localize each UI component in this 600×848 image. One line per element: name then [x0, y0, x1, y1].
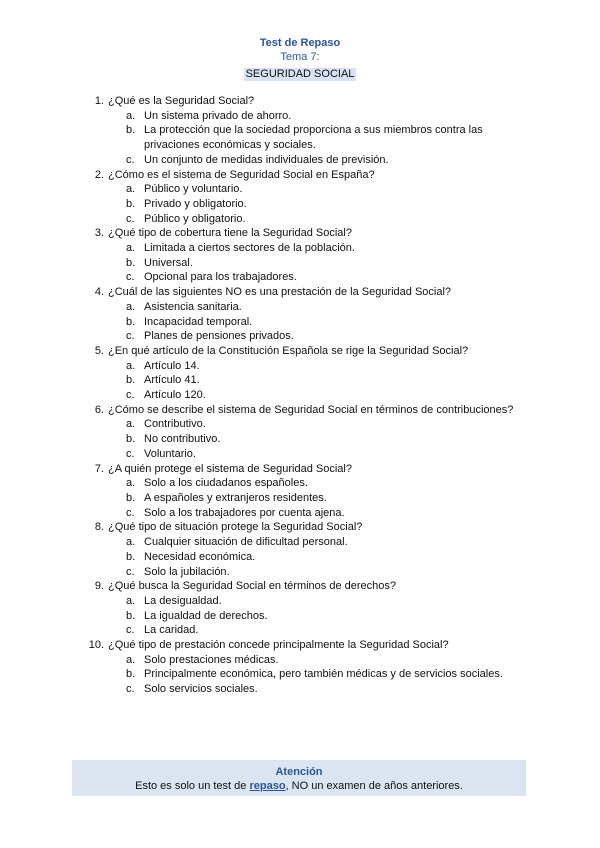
option-letter: c.	[126, 447, 135, 460]
option-c	[90, 270, 530, 285]
option-a	[90, 594, 530, 609]
question-text: ¿En qué artículo de la Constitución Española se rige la Seguridad Social?	[108, 344, 469, 357]
question-text: ¿Qué tipo de situación protege la Seguridad Social?	[108, 521, 363, 534]
question-number: 10.	[88, 639, 104, 652]
option-a	[90, 359, 530, 374]
question-text: ¿Qué tipo de prestación concede principalmente la Seguridad Social?	[108, 639, 449, 652]
question-2	[90, 168, 530, 183]
option-letter: a.	[126, 418, 136, 431]
notice-title: Atención	[275, 766, 323, 778]
question-3	[90, 226, 530, 241]
option-list	[90, 182, 530, 226]
repaso-link[interactable]: repaso	[249, 780, 286, 792]
option-text: Limitada a ciertos sectores de la población.	[144, 242, 355, 255]
option-text: No contributivo.	[144, 433, 221, 446]
option-letter: c.	[126, 683, 135, 696]
option-c	[90, 565, 530, 580]
option-letter: c.	[126, 153, 135, 166]
question-text: ¿Qué busca la Seguridad Social en términos de derechos?	[108, 580, 397, 593]
option-text: A españoles y extranjeros residentes.	[144, 491, 327, 504]
option-letter: b.	[126, 433, 136, 446]
option-letter: a.	[126, 653, 136, 666]
option-text: Solo a los ciudadanos españoles.	[144, 477, 308, 490]
option-letter: b.	[126, 374, 136, 387]
option-b	[90, 373, 530, 388]
option-c	[90, 623, 530, 638]
question-7	[90, 462, 530, 477]
option-text: Necesidad económica.	[144, 550, 256, 563]
option-list	[90, 417, 530, 461]
option-a	[90, 653, 530, 668]
option-text: Solo prestaciones médicas.	[144, 653, 279, 666]
option-list	[90, 109, 530, 168]
notice-text	[72, 779, 526, 793]
option-text: Público y voluntario.	[144, 183, 243, 196]
option-b	[90, 491, 530, 506]
option-c	[90, 212, 530, 227]
option-list	[90, 653, 530, 697]
option-letter: b.	[126, 550, 136, 563]
option-b	[90, 667, 530, 682]
notice-text-before: Esto es solo un test de	[135, 780, 250, 792]
question-4	[90, 285, 530, 300]
option-a	[90, 241, 530, 256]
option-text: Solo la jubilación.	[144, 565, 230, 578]
option-b	[90, 123, 530, 152]
question-9	[90, 579, 530, 594]
option-c	[90, 682, 530, 697]
option-list	[90, 594, 530, 638]
option-letter: a.	[126, 242, 136, 255]
option-a	[90, 182, 530, 197]
option-letter: c.	[126, 330, 135, 343]
option-b	[90, 197, 530, 212]
option-letter: a.	[126, 477, 136, 490]
option-b	[90, 315, 530, 330]
notice-text-after: , NO un examen de años anteriores.	[285, 780, 463, 792]
option-text: Solo servicios sociales.	[144, 683, 258, 696]
topic-subject: SEGURIDAD SOCIAL	[245, 68, 355, 80]
option-letter: a.	[126, 536, 136, 549]
option-letter: a.	[126, 183, 136, 196]
option-letter: a.	[126, 109, 136, 122]
question-number: 5.	[94, 344, 104, 357]
document-title: Test de Repaso	[259, 37, 341, 49]
question-number: 7.	[94, 462, 104, 475]
option-text: La caridad.	[144, 624, 199, 637]
option-b	[90, 256, 530, 271]
option-text: Voluntario.	[144, 447, 196, 460]
option-text: Cualquier situación de dificultad personal.	[144, 536, 348, 549]
option-a	[90, 417, 530, 432]
question-5	[90, 344, 530, 359]
question-number: 9.	[94, 580, 104, 593]
option-letter: c.	[126, 212, 135, 225]
option-text: Incapacidad temporal.	[144, 315, 253, 328]
option-text: La igualdad de derechos.	[144, 609, 268, 622]
option-list	[90, 300, 530, 344]
attention-notice	[72, 760, 526, 796]
option-text: Asistencia sanitaria.	[144, 300, 242, 313]
option-list	[90, 476, 530, 520]
option-text: Un conjunto de medidas individuales de previsión.	[144, 153, 389, 166]
option-c	[90, 447, 530, 462]
document-header	[0, 36, 600, 82]
question-text: ¿A quién protege el sistema de Seguridad Social?	[108, 462, 352, 475]
option-text: Solo a los trabajadores por cuenta ajena.	[144, 506, 345, 519]
question-1	[90, 94, 530, 109]
option-letter: c.	[126, 271, 135, 284]
question-8	[90, 520, 530, 535]
question-text: ¿Cómo es el sistema de Seguridad Social en España?	[108, 168, 375, 181]
option-letter: c.	[126, 565, 135, 578]
question-10	[90, 638, 530, 653]
option-b	[90, 609, 530, 624]
option-b	[90, 432, 530, 447]
option-b	[90, 550, 530, 565]
option-text: Contributivo.	[144, 418, 206, 431]
option-text: Universal.	[144, 256, 193, 269]
option-text: La protección que la sociedad proporciona a sus miembros contra las privaciones económicas y sociales.	[144, 124, 483, 152]
option-text: Opcional para los trabajadores.	[144, 271, 297, 284]
option-letter: a.	[126, 300, 136, 313]
option-letter: b.	[126, 491, 136, 504]
question-6	[90, 403, 530, 418]
option-a	[90, 535, 530, 550]
question-number: 4.	[94, 286, 104, 299]
option-c	[90, 388, 530, 403]
option-a	[90, 476, 530, 491]
question-number: 3.	[94, 227, 104, 240]
question-number: 2.	[94, 168, 104, 181]
option-text: Artículo 41.	[144, 374, 200, 387]
option-text: Privado y obligatorio.	[144, 197, 247, 210]
option-letter: b.	[126, 668, 136, 681]
question-number: 1.	[94, 95, 104, 107]
option-letter: c.	[126, 506, 135, 519]
option-text: Un sistema privado de ahorro.	[144, 109, 292, 122]
question-text: ¿Qué tipo de cobertura tiene la Seguridad Social?	[108, 227, 352, 240]
question-text: ¿Cuál de las siguientes NO es una prestación de la Seguridad Social?	[108, 286, 452, 299]
option-text: Público y obligatorio.	[144, 212, 246, 225]
option-a	[90, 109, 530, 124]
option-letter: c.	[126, 389, 135, 402]
question-number: 8.	[94, 521, 104, 534]
option-letter: b.	[126, 256, 136, 269]
option-letter: c.	[126, 624, 135, 637]
question-number: 6.	[94, 403, 104, 416]
option-letter: b.	[126, 609, 136, 622]
question-text: ¿Cómo se describe el sistema de Seguridad Social en términos de contribuciones?	[108, 403, 514, 416]
option-letter: a.	[126, 594, 136, 607]
option-text: Artículo 14.	[144, 359, 200, 372]
option-list	[90, 535, 530, 579]
option-letter: b.	[126, 315, 136, 328]
option-list	[90, 359, 530, 403]
option-letter: a.	[126, 359, 136, 372]
option-a	[90, 300, 530, 315]
question-list	[90, 94, 530, 697]
option-text: Artículo 120.	[144, 389, 206, 402]
question-text: ¿Qué es la Seguridad Social?	[108, 95, 255, 107]
option-c	[90, 329, 530, 344]
option-text: La desigualdad.	[144, 594, 222, 607]
option-text: Principalmente económica, pero también médicas y de servicios sociales.	[144, 668, 503, 681]
option-list	[90, 241, 530, 285]
option-c	[90, 153, 530, 168]
option-letter: b.	[126, 197, 136, 210]
topic-number: Tema 7:	[280, 51, 320, 63]
option-letter: b.	[126, 124, 136, 137]
option-text: Planes de pensiones privados.	[144, 330, 294, 343]
option-c	[90, 506, 530, 521]
